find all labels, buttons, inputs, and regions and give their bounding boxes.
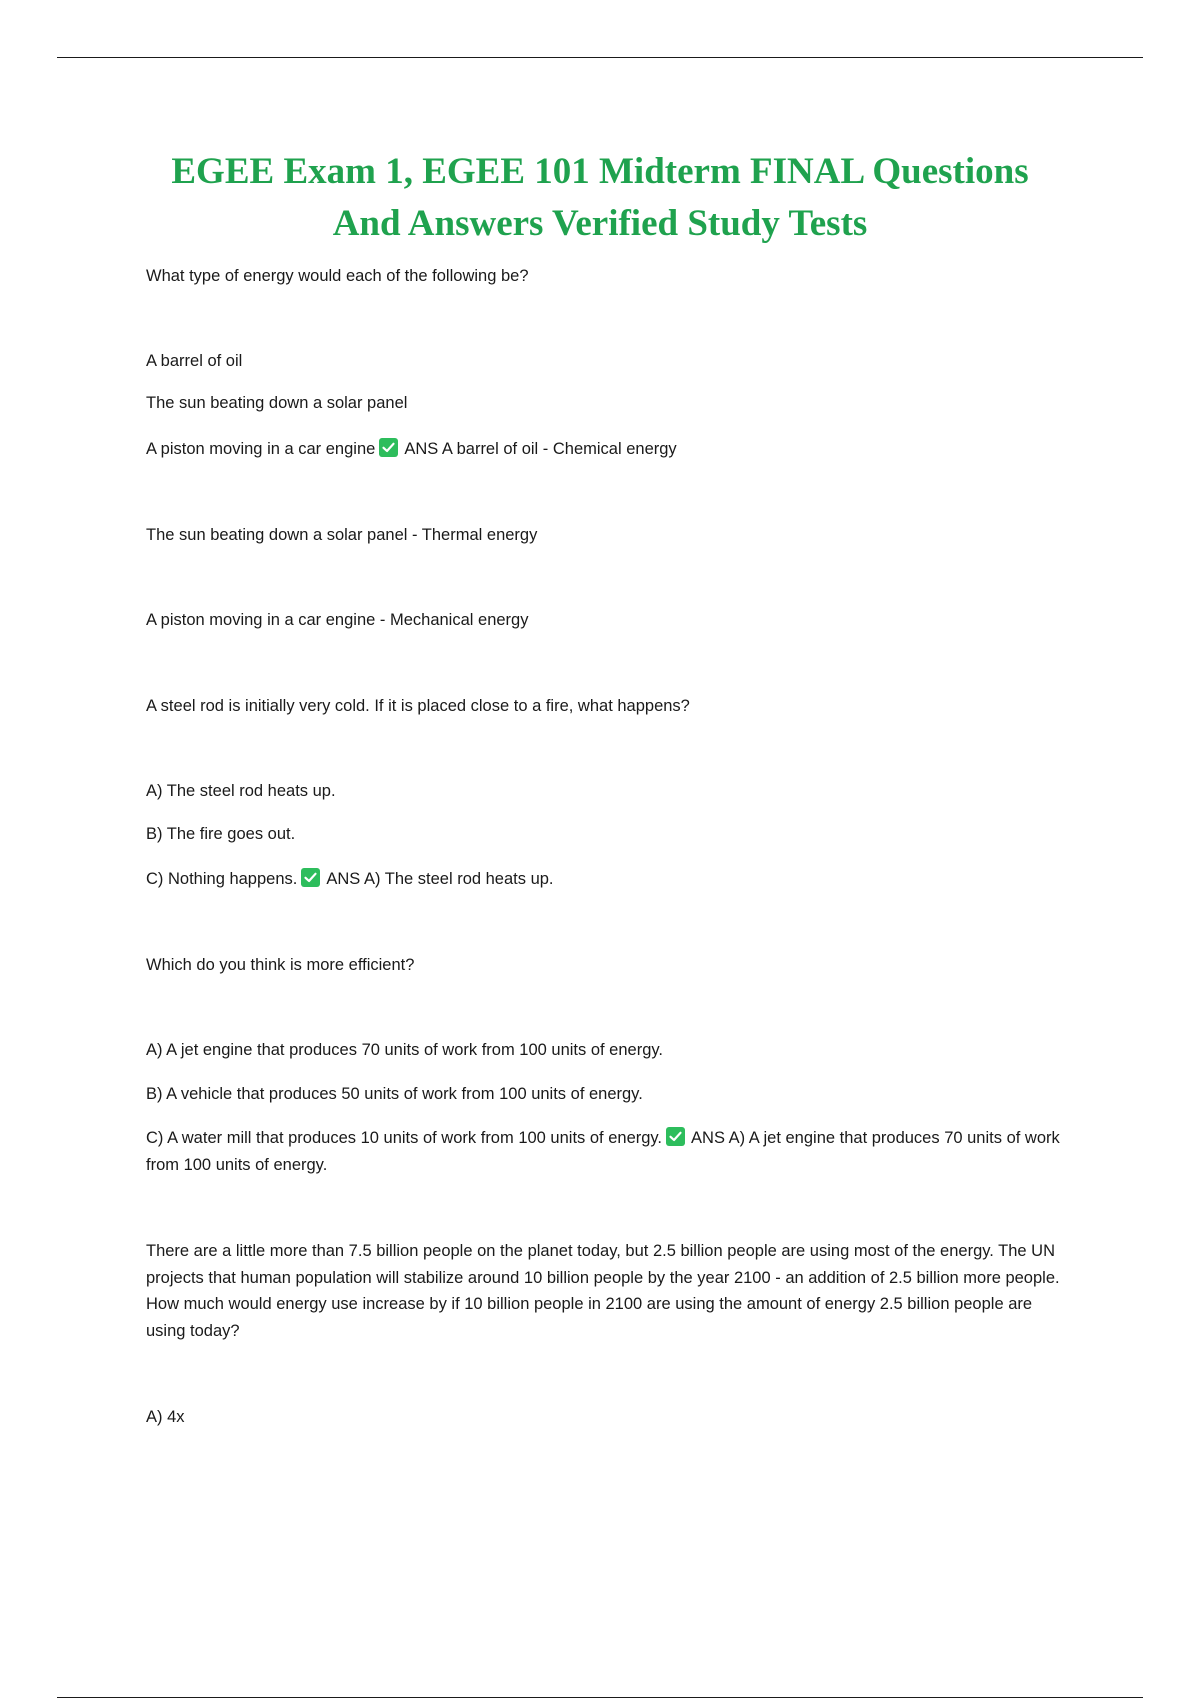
q3-option-a: A) A jet engine that produces 70 units of work from 100 units of energy. [146, 1041, 663, 1059]
title-line-1: EGEE Exam 1, EGEE 101 Midterm FINAL Questions [171, 151, 1029, 192]
q2-option-b: B) The fire goes out. [146, 825, 296, 843]
q3-question: Which do you think is more efficient? [146, 956, 415, 974]
q2-answer: ANS A) The steel rod heats up. [326, 870, 554, 888]
q3-option-c: C) A water mill that produces 10 units of work from 100 units of energy. [146, 1129, 663, 1147]
q1-item-2: The sun beating down a solar panel [146, 394, 408, 412]
q4-question: There are a little more than 7.5 billion people on the planet today, but 2.5 billion people are using most of the energy. The UN projects that human population will stabilize around 10 billion people by the year 2100 - an addition of 2.5 billion more people. How much would energy use increase by if 10 billion people in 2100 are using the amount of energy 2.5 billion people are using today? [146, 1242, 1060, 1340]
title-line-2: And Answers Verified Study Tests [332, 203, 868, 244]
check-box-icon [666, 1127, 685, 1146]
check-box-icon [301, 868, 320, 887]
q1-item-3-with-answer [146, 436, 677, 462]
document-title [100, 146, 1100, 250]
q3-option-c-with-answer [146, 1125, 1076, 1178]
q1-item-3: A piston moving in a car engine [146, 440, 376, 458]
q4-option-a: A) 4x [146, 1408, 185, 1426]
q1-question: What type of energy would each of the following be? [146, 267, 529, 285]
q2-option-c-with-answer [146, 866, 554, 892]
header-rule [57, 57, 1143, 58]
q1-answer-1: ANS A barrel of oil - Chemical energy [404, 440, 677, 458]
q1-answer-3: A piston moving in a car engine - Mechanical energy [146, 611, 529, 629]
q1-item-1: A barrel of oil [146, 352, 243, 370]
q1-answer-2: The sun beating down a solar panel - Thermal energy [146, 526, 538, 544]
q3-option-b: B) A vehicle that produces 50 units of work from 100 units of energy. [146, 1085, 643, 1103]
q3-answer: ANS A) A jet engine that produces 70 units of work from 100 units of energy. [146, 1129, 1060, 1174]
q2-option-c: C) Nothing happens. [146, 870, 298, 888]
q2-option-a: A) The steel rod heats up. [146, 782, 336, 800]
q2-question: A steel rod is initially very cold. If it is placed close to a fire, what happens? [146, 697, 690, 715]
footer-rule [57, 1697, 1143, 1698]
check-box-icon [379, 438, 398, 457]
